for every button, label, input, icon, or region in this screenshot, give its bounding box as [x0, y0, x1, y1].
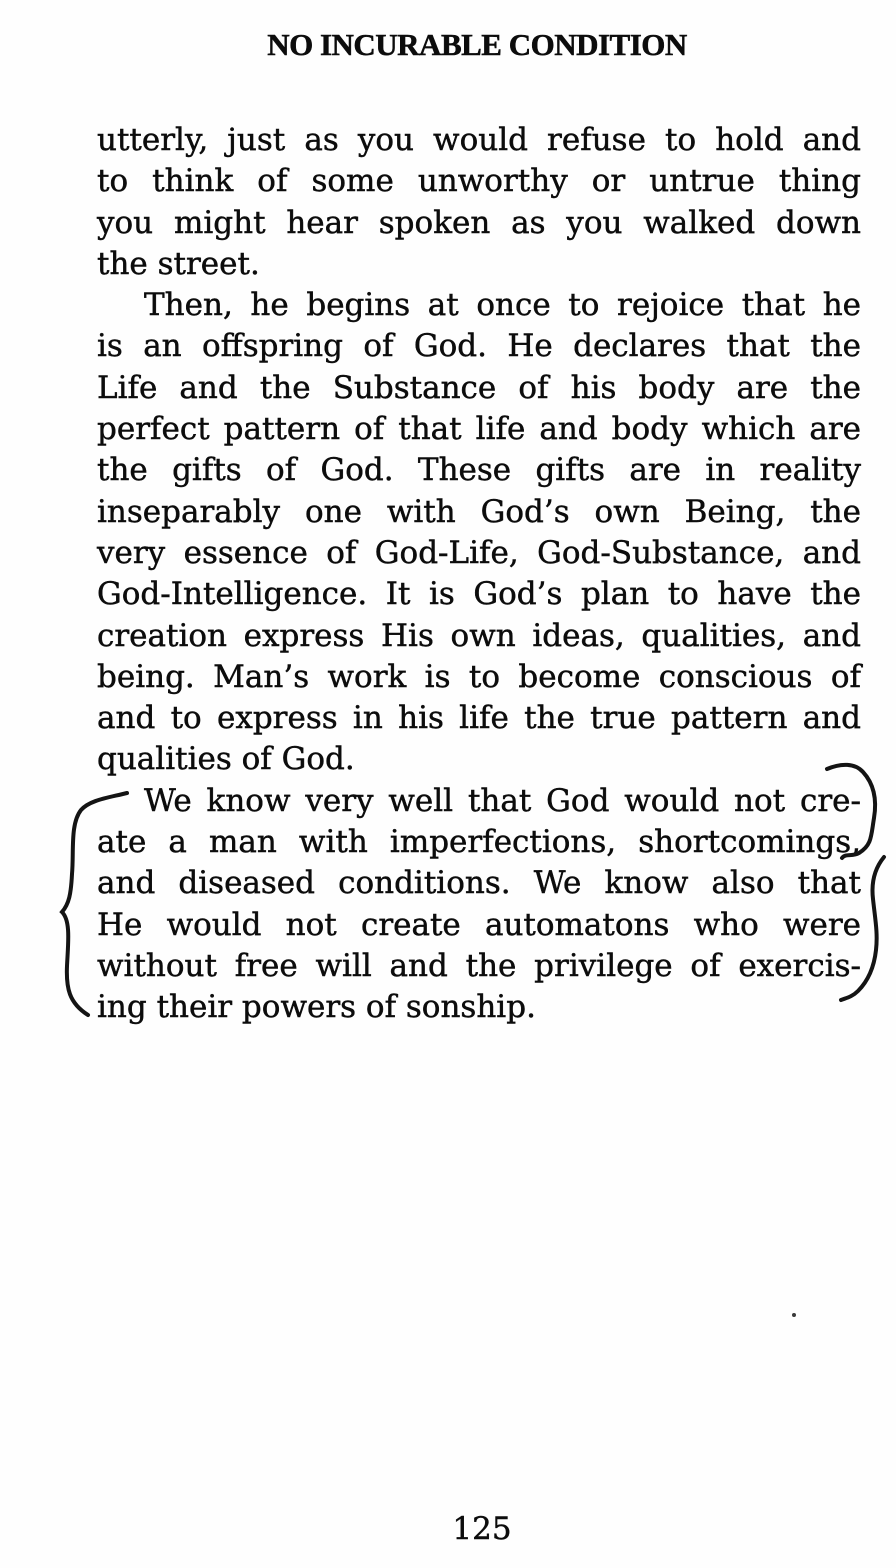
text-line: and diseased conditions. We know also that [97, 865, 861, 902]
page-header: NO INCURABLE CONDITION [267, 27, 687, 62]
text-line: ing their powers of sonship. [97, 989, 536, 1026]
text-line: We know very well that God would not cre- [144, 782, 861, 819]
text-line: to think of some unworthy or untrue thing [97, 163, 861, 200]
text-line: very essence of God-Life, God-Substance, and [97, 534, 861, 571]
page-number: 125 [452, 1511, 512, 1547]
text-line: Life and the Substance of his body are the [97, 369, 861, 406]
text-line: He would not create automatons who were [97, 906, 861, 943]
text-line: inseparably one with God’s own Being, the [97, 493, 861, 530]
text-line: ate a man with imperfections, shortcomings, [97, 824, 861, 861]
text-line: the street. [97, 245, 260, 282]
text-line: being. Man’s work is to become conscious of [97, 658, 861, 695]
text-line: utterly, just as you would refuse to hold and [97, 122, 861, 158]
text-line: God-Intelligence. It is God’s plan to have the [97, 576, 861, 613]
scan-speck [792, 1313, 796, 1317]
text-line: without free will and the privilege of exercis- [97, 947, 861, 984]
text-line: the gifts of God. These gifts are in reality [97, 452, 861, 489]
text-line: creation express His own ideas, qualities, and [97, 617, 861, 654]
text-line: Then, he begins at once to rejoice that he [144, 287, 861, 324]
page-body [97, 120, 861, 1029]
text-line: perfect pattern of that life and body which are [97, 411, 861, 448]
text-line: qualities of God. [97, 741, 355, 778]
text-line: you might hear spoken as you walked down [97, 204, 861, 241]
text-line: is an offspring of God. He declares that the [97, 328, 861, 365]
text-line: and to express in his life the true pattern and [97, 700, 861, 737]
